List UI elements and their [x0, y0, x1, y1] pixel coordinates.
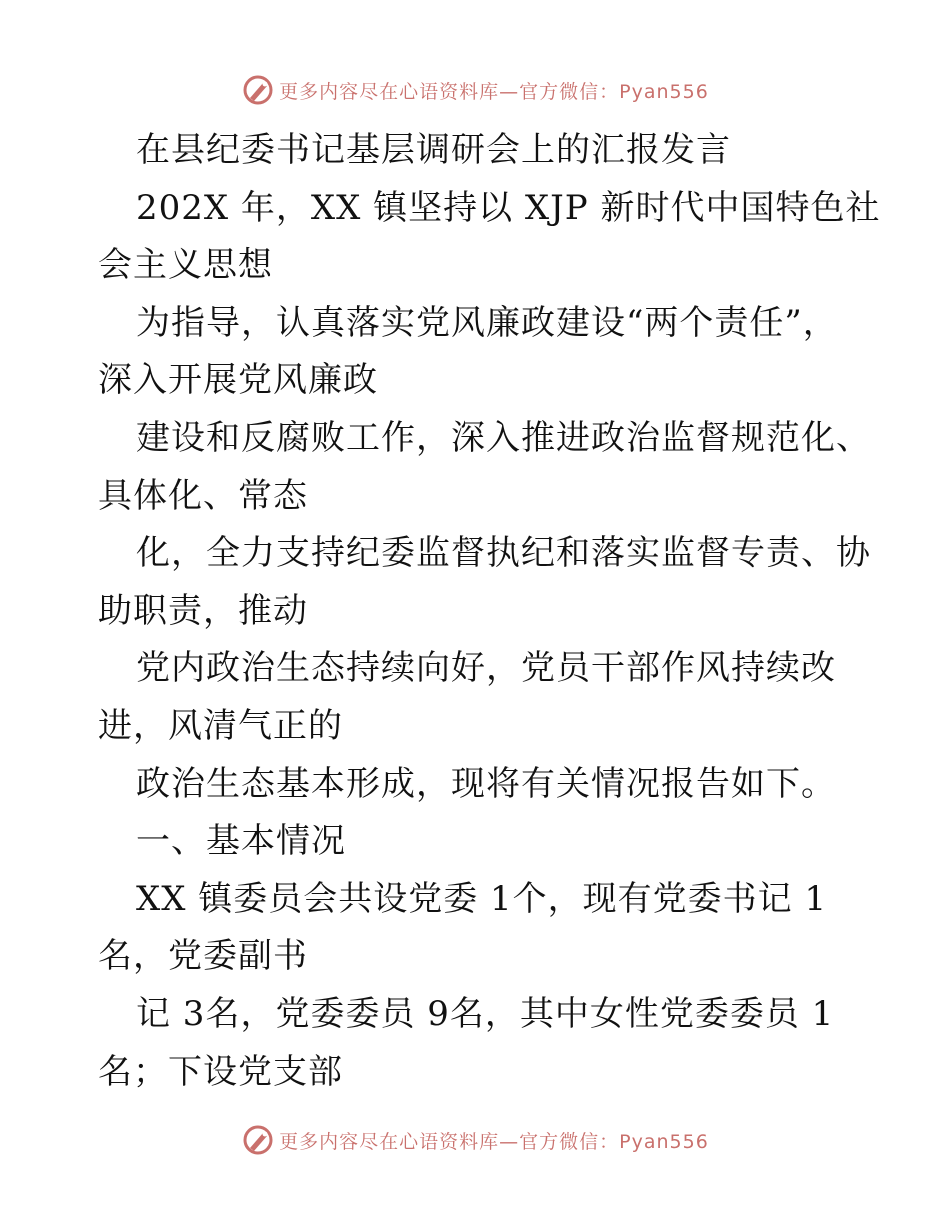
- text-line: 202X 年，XX 镇坚持以 XJP 新时代中国特色社: [136, 187, 881, 228]
- pen-logo-icon: [241, 1123, 275, 1157]
- text-line: XX 镇委员会共设党委 1个，现有党委书记 1: [136, 878, 828, 919]
- text-line: 建设和反腐败工作，深入推进政治监督规范化、: [136, 417, 871, 458]
- text-line: 政治生态基本形成，现将有关情况报告如下。: [136, 763, 836, 804]
- text-line: 一、基本情况: [136, 821, 346, 862]
- text-line: 党内政治生态持续向好，党员干部作风持续改: [136, 648, 836, 689]
- text-line: 助职责，推动: [98, 590, 308, 631]
- footer-watermark: [0, 1122, 950, 1158]
- text-line: 名，党委副书: [98, 936, 308, 977]
- pen-logo-icon: [241, 73, 275, 107]
- watermark-text: 更多内容尽在心语资料库—官方微信：Pyan556: [279, 1130, 709, 1153]
- document-body: [98, 122, 881, 1101]
- text-line: 为指导，认真落实党风廉政建设“两个责任”，: [136, 302, 838, 343]
- text-line: 会主义思想: [98, 245, 273, 286]
- text-line: 深入开展党风廉政: [98, 360, 378, 401]
- text-line: 记 3名，党委委员 9名，其中女性党委委员 1: [136, 993, 835, 1034]
- watermark-text: 更多内容尽在心语资料库—官方微信：Pyan556: [279, 80, 709, 103]
- text-line: 名；下设党支部: [98, 1051, 343, 1092]
- text-line: 具体化、常态: [98, 475, 308, 516]
- text-line: 进，风清气正的: [98, 705, 343, 746]
- header-watermark: [0, 72, 950, 108]
- text-line: 化，全力支持纪委监督执纪和落实监督专责、协: [136, 533, 871, 574]
- text-line: 在县纪委书记基层调研会上的汇报发言: [136, 130, 731, 170]
